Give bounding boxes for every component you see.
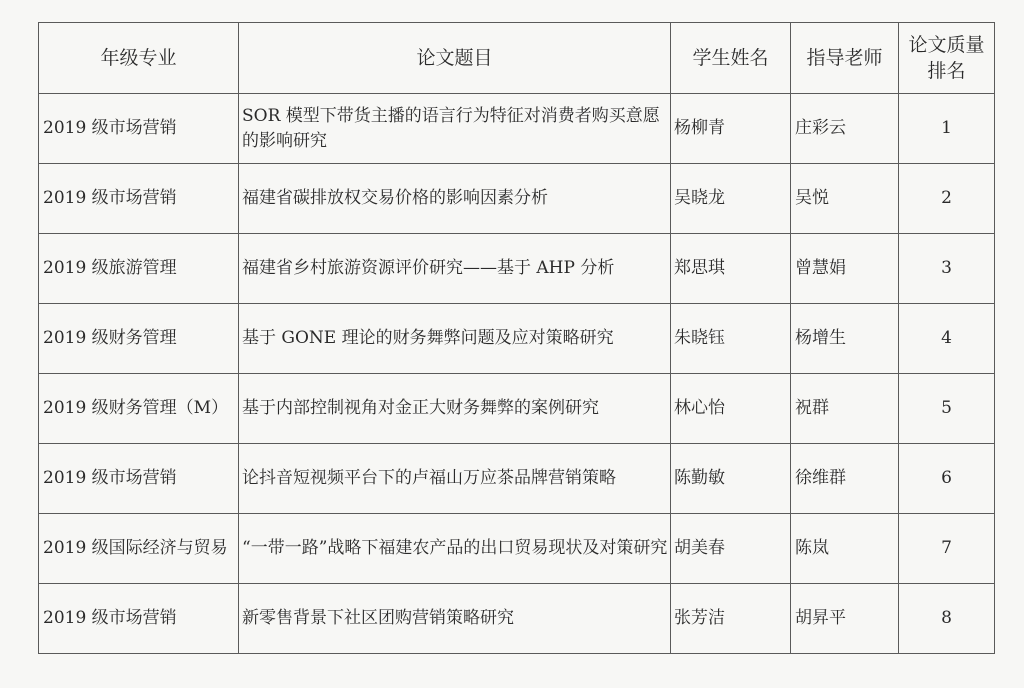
cell-title: SOR 模型下带货主播的语言行为特征对消费者购买意愿的影响研究 (239, 94, 671, 164)
cell-rank: 1 (899, 94, 995, 164)
cell-major: 2019 级市场营销 (39, 444, 239, 514)
header-rank-line2: 排名 (927, 60, 966, 82)
cell-advisor: 曾慧娟 (791, 234, 899, 304)
cell-rank: 8 (899, 584, 995, 654)
cell-title: 福建省碳排放权交易价格的影响因素分析 (239, 164, 671, 234)
cell-title: 福建省乡村旅游资源评价研究——基于 AHP 分析 (239, 234, 671, 304)
cell-advisor: 胡昇平 (791, 584, 899, 654)
cell-title: 新零售背景下社区团购营销策略研究 (239, 584, 671, 654)
header-rank (899, 23, 995, 94)
cell-rank: 2 (899, 164, 995, 234)
cell-student: 陈勤敏 (671, 444, 791, 514)
cell-advisor: 陈岚 (791, 514, 899, 584)
cell-advisor: 祝群 (791, 374, 899, 444)
cell-title: 基于内部控制视角对金正大财务舞弊的案例研究 (239, 374, 671, 444)
thesis-ranking-table-container (38, 22, 994, 654)
table-row (39, 164, 995, 234)
cell-student: 林心怡 (671, 374, 791, 444)
header-row (39, 23, 995, 94)
cell-student: 张芳洁 (671, 584, 791, 654)
cell-rank: 5 (899, 374, 995, 444)
header-student: 学生姓名 (671, 23, 791, 94)
cell-advisor: 杨增生 (791, 304, 899, 374)
table-row (39, 444, 995, 514)
table-row (39, 514, 995, 584)
cell-major: 2019 级市场营销 (39, 164, 239, 234)
header-rank-line1: 论文质量 (908, 34, 985, 56)
table-row (39, 94, 995, 164)
cell-major: 2019 级财务管理 (39, 304, 239, 374)
cell-student: 吴晓龙 (671, 164, 791, 234)
cell-student: 杨柳青 (671, 94, 791, 164)
cell-student: 郑思琪 (671, 234, 791, 304)
cell-major: 2019 级市场营销 (39, 94, 239, 164)
cell-rank: 7 (899, 514, 995, 584)
cell-title: 论抖音短视频平台下的卢福山万应茶品牌营销策略 (239, 444, 671, 514)
cell-major: 2019 级财务管理（M） (39, 374, 239, 444)
table-row (39, 304, 995, 374)
thesis-ranking-table (38, 22, 995, 654)
header-major: 年级专业 (39, 23, 239, 94)
cell-rank: 3 (899, 234, 995, 304)
cell-rank: 4 (899, 304, 995, 374)
cell-major: 2019 级市场营销 (39, 584, 239, 654)
cell-title: 基于 GONE 理论的财务舞弊问题及应对策略研究 (239, 304, 671, 374)
header-title: 论文题目 (239, 23, 671, 94)
cell-advisor: 庄彩云 (791, 94, 899, 164)
cell-rank: 6 (899, 444, 995, 514)
cell-advisor: 吴悦 (791, 164, 899, 234)
cell-student: 胡美春 (671, 514, 791, 584)
table-row (39, 374, 995, 444)
cell-title: “一带一路”战略下福建农产品的出口贸易现状及对策研究 (239, 514, 671, 584)
cell-student: 朱晓钰 (671, 304, 791, 374)
cell-major: 2019 级国际经济与贸易 (39, 514, 239, 584)
cell-advisor: 徐维群 (791, 444, 899, 514)
cell-major: 2019 级旅游管理 (39, 234, 239, 304)
header-advisor: 指导老师 (791, 23, 899, 94)
table-row (39, 584, 995, 654)
table-row (39, 234, 995, 304)
